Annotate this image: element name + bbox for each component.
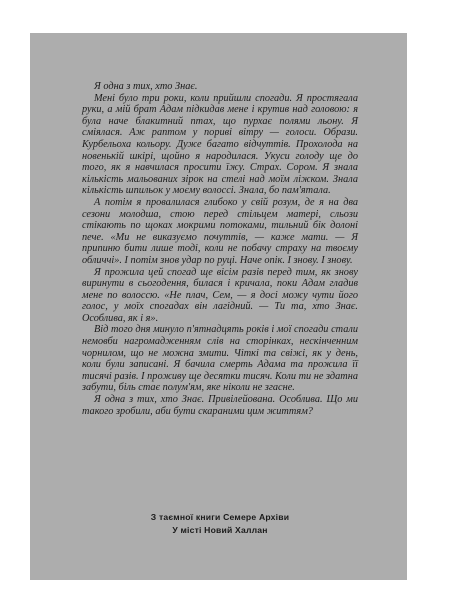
epigraph-paragraph: А потім я провалилася глибоко у свій розум, де я на два сезони молодша, стою перед стільцем матері, сльози стікають по щоках мокрими потоками, тильний бік долоні пече. «Ми не виказуємо почуттів, — каже мати. — Я припиню бити лише тоді, коли не побачу страху на твоєму обличчі». І потім знов удар по руці. Наче опік. І знову. І знову. [82, 196, 358, 266]
epigraph-paragraph: Я прожила цей спогад ще вісім разів перед тим, як знову виринути в сьогодення, билася і кричала, поки Адам гладив мене по волоссю. «Не плач, Сем, — я досі можу чути його голос, у моїх спогадах він лагідний. — Ти та, хто Знає. Особлива, як і я». [82, 266, 358, 324]
attribution-line: У місті Новий Халлан [172, 524, 268, 535]
epigraph-paragraph: Я одна з тих, хто Знає. [94, 81, 198, 92]
epigraph-attribution [82, 511, 358, 536]
epigraph-text [82, 81, 358, 417]
attribution-line: З таємної книги Семере Архіви [150, 512, 290, 522]
epigraph-paragraph: Мені було три роки, коли прийшли спогади. Я простягала руки, а мій брат Адам підкидав мене і крутив над головою: я була наче блакитний птах, що пурхає полями льону. Я сміялася. Аж раптом у поривi вітру — голоси. Образи. Курбельоха кольору. Дуже багато відчуттів. Прохолода на новенькій шкірі, щойно я народилася. Укуси голоду ще до того, як я навчилася просити їжу. Страх. Сором. Я знала кількість мальованих зірок на стелі над моїм ліжком. Знала кількість шпильок у моєму волоссі. Знала, бо пам'ятала. [82, 92, 358, 197]
book-page [30, 33, 407, 580]
epigraph-paragraph: Від того дня минуло п'ятнадцять років і мої спогади стали немовби нагромадженням слів на сторінках, нескінченним чорнилом, що не можна змити. Чіткі та свіжі, як у день, коли були записані. Я бачила смерть Адама та прожила її тисячі разів. І проживу ще десятки тисяч. Коли ти не здатна забути, біль стає полум'ям, яке ніколи не згасне. [82, 324, 358, 394]
epigraph-paragraph: Я одна з тих, хто Знає. Привілейована. Особлива. Що ми такого зробили, аби бути скараними цим життям? [82, 394, 358, 417]
